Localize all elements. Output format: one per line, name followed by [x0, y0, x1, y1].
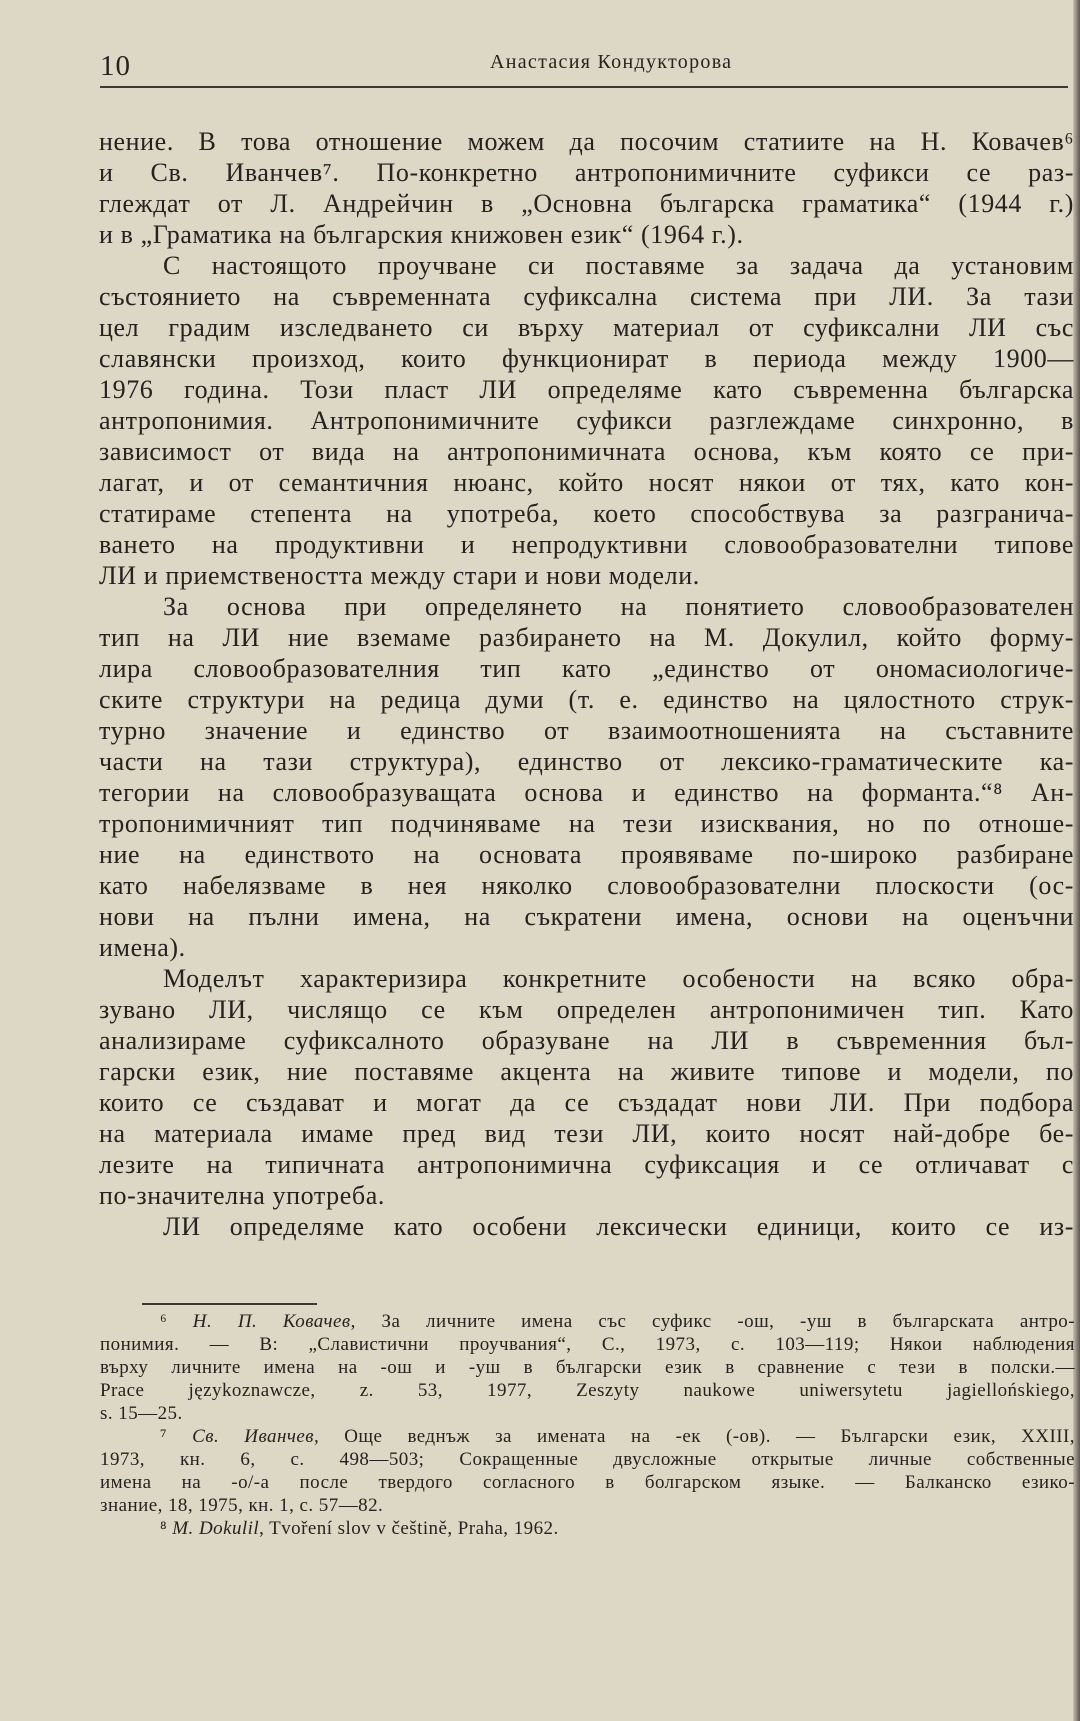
- text-line: като набелязваме в нея няколко словообразователни плоскости (ос-: [99, 871, 1074, 900]
- footnote-line: Prace językoznawcze, z. 53, 1977, Zeszyty naukowe uniwersytetu jagiellońskiego,: [100, 1380, 1075, 1401]
- footnote-7: [100, 1425, 1075, 1448]
- footnote-line: s. 15—25.: [100, 1403, 183, 1424]
- text-line: статираме степента на употреба, което способствува за разгранича-: [99, 499, 1074, 528]
- footnote-author: Св. Иванчев: [192, 1426, 314, 1447]
- footnote-line: понимия. — В: „Славистични проучвания“, С., 1973, с. 103—119; Някои наблюдения: [100, 1334, 1075, 1355]
- text-line: нение. В това отношение можем да посочим статиите на Н. Ковачев⁶: [99, 127, 1074, 156]
- page-header: [100, 48, 1065, 88]
- footnote-line: знание, 18, 1975, кн. 1, с. 57—82.: [100, 1495, 384, 1516]
- footnote-8: [100, 1517, 1075, 1540]
- paragraph-first-line: Моделът характеризира конкретните особености на всяко обра-: [163, 964, 1074, 993]
- footnote-text: , Tvoření slov v češtině, Praha, 1962.: [259, 1518, 559, 1539]
- footnote-line: 1973, кн. 6, с. 498—503; Сокращенные двусложные открытые личные собственные: [100, 1449, 1075, 1470]
- paragraph-first-line: ЛИ определяме като особени лексически единици, които се из-: [163, 1212, 1074, 1241]
- page-number: 10: [100, 50, 131, 82]
- main-text: [99, 126, 1074, 1242]
- footnotes: [100, 1310, 1075, 1540]
- text-line: лагат, и от семантичния нюанс, който носят някои от тях, като кон-: [99, 468, 1074, 497]
- text-line: ването на продуктивни и непродуктивни словообразователни типове: [99, 530, 1074, 559]
- text-line: тегории на словообразуващата основа и единство на форманта.“⁸ Ан-: [99, 778, 1074, 807]
- text-line: славянски произход, които функционират в периода между 1900—: [99, 344, 1074, 373]
- text-line: тип на ЛИ ние вземаме разбирането на М. Докулил, който форму-: [99, 623, 1074, 652]
- text-line: лезите на типичната антропонимична суфиксация и се отличават с: [99, 1150, 1074, 1179]
- text-line: нови на пълни имена, на съкратени имена, основи на оценъчни: [99, 902, 1074, 931]
- text-line: по-значителна употреба.: [99, 1181, 385, 1210]
- text-line: и в „Граматика на българския книжовен език“ (1964 г.).: [99, 220, 744, 249]
- header-rule: [100, 86, 1068, 88]
- footnote-text: , Още веднъж за имената на -ек (-ов). — Български език, XXIII,: [313, 1426, 1075, 1447]
- text-line: глеждат от Л. Андрейчин в „Основна българска граматика“ (1944 г.): [99, 189, 1074, 218]
- text-line: и Св. Иванчев⁷. По-конкретно антропонимичните суфикси се раз-: [99, 158, 1074, 187]
- footnote-author: M. Dokulil: [172, 1518, 260, 1539]
- text-line: които се създават и могат да се създадат нови ЛИ. При подбора: [99, 1088, 1074, 1117]
- text-line: гарски език, ние поставяме акцента на живите типове и модели, по: [99, 1057, 1074, 1086]
- text-line: части на тази структура), единство от лексико-граматическите ка-: [99, 747, 1074, 776]
- text-line: зувано ЛИ, числящо се към определен антропонимичен тип. Като: [99, 995, 1074, 1024]
- footnote-marker: ⁶: [160, 1311, 168, 1332]
- running-head: Анастасия Кондукторова: [490, 51, 733, 73]
- footnote-marker: ⁸: [160, 1518, 168, 1539]
- text-line: ЛИ и приемствеността между стари и нови модели.: [99, 561, 700, 590]
- text-line: анализираме суфиксалното образуване на ЛИ в съвременния бъл-: [99, 1026, 1074, 1055]
- paragraph-first-line: С настоящото проучване си поставяме за задача да установим: [163, 251, 1074, 280]
- text-line: на материала имаме пред вид тези ЛИ, които носят най-добре бе-: [99, 1119, 1074, 1148]
- text-line: тропонимичният тип подчиняваме на тези изисквания, но по отноше-: [99, 809, 1074, 838]
- footnote-line: върху личните имена на -ош и -уш в български език в сравнение с тези в полски.—: [100, 1357, 1075, 1378]
- text-line: зависимост от вида на антропонимичната основа, към която се при-: [99, 437, 1074, 466]
- paragraph-first-line: За основа при определянето на понятието словообразователен: [163, 592, 1074, 621]
- footnote-text: , За личните имена със суфикс -ош, -уш в българската антро-: [350, 1311, 1075, 1332]
- text-line: ние на единството на основата проявяваме по-широко разбиране: [99, 840, 1074, 869]
- text-line: ските структури на редица думи (т. е. единство на цялостното струк-: [99, 685, 1074, 714]
- text-line: 1976 година. Този пласт ЛИ определяме като съвременна българска: [99, 375, 1074, 404]
- text-line: цел градим изследването си върху материал от суфиксални ЛИ със: [99, 313, 1074, 342]
- footnote-rule: [142, 1303, 317, 1305]
- text-line: лира словообразователния тип като „единство от ономасиологиче-: [99, 654, 1074, 683]
- footnote-marker: ⁷: [160, 1426, 168, 1447]
- text-line: имена).: [99, 933, 186, 962]
- text-line: турно значение и единство от взаимоотношенията на съставните: [99, 716, 1074, 745]
- footnote-line: имена на -о/-а после твердого согласного в болгарском языке. — Балканско езико-: [100, 1472, 1075, 1493]
- footnote-6: [100, 1310, 1075, 1333]
- footnote-author: Н. П. Ковачев: [192, 1311, 351, 1332]
- text-line: състоянието на съвременната суфиксална система при ЛИ. За тази: [99, 282, 1074, 311]
- text-line: антропонимия. Антропонимичните суфикси разглеждаме синхронно, в: [99, 406, 1074, 435]
